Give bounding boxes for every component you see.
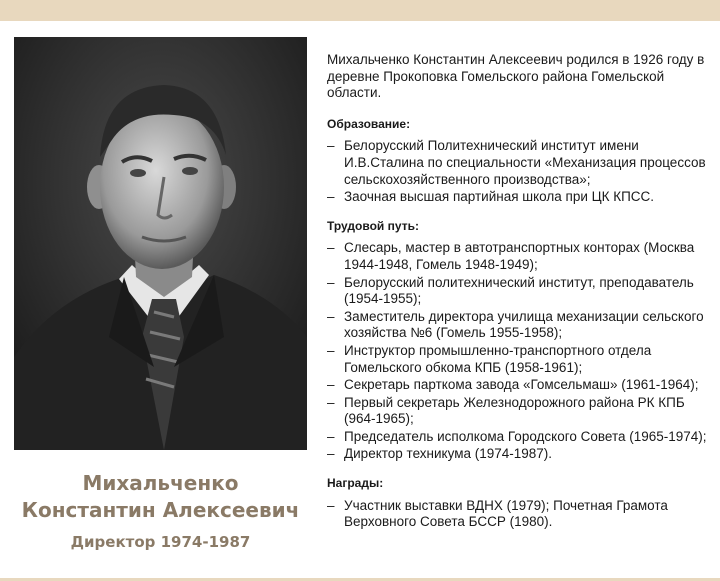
section-education-title: Образование: [327,116,411,131]
list-item: – Белорусский политехнический институт, преподаватель (1954-1955); [327,275,712,308]
education-list [327,138,712,205]
list-item: – Секретарь парткома завода «Гомсельмаш» (1961-1964); [327,377,712,394]
list-item: – Первый секретарь Железнодорожного района РК КПБ (964-1965); [327,395,712,428]
list-item: – Председатель исполкома Городского Совета (1965-1974); [327,429,712,446]
list-item: – Участник выставки ВДНХ (1979); Почетная Грамота Верховного Совета БССР (1980). [327,498,712,531]
career-list [327,240,712,463]
list-item: – Слесарь, мастер в автотранспортных конторах (Москва 1944-1948, Гомель 1948-1949); [327,240,712,273]
person-given-names: Константин Алексеевич [21,498,300,522]
list-item: – Директор техникума (1974-1987). [327,446,712,463]
list-item: – Белорусский Политехнический институт имени И.В.Сталина по специальности «Механизация процессов сельскохозяйственного производства»; [327,138,712,188]
person-surname: Михальченко [82,471,239,495]
section-career-title: Трудовой путь: [327,218,419,233]
list-item: – Инструктор промышленно-транспортного отдела Гомельского обкома КПБ (1958-1961); [327,343,712,376]
biography [327,52,712,543]
portrait-photo [14,37,307,450]
person-role: Директор 1974-1987 [70,533,251,551]
list-item: – Заместитель директора училища механизации сельского хозяйства №6 (Гомель 1955-1958); [327,309,712,342]
person-caption [14,470,307,551]
list-item: – Заочная высшая партийная школа при ЦК КПСС. [327,189,712,206]
top-decorative-band [0,0,720,21]
portrait-illustration [14,37,307,450]
awards-list [327,498,712,531]
section-awards-title: Награды: [327,476,384,491]
bio-intro: Михальченко Константин Алексеевич родился в 1926 году в деревне Прокоповка Гомельского района Гомельской области. [327,52,705,101]
